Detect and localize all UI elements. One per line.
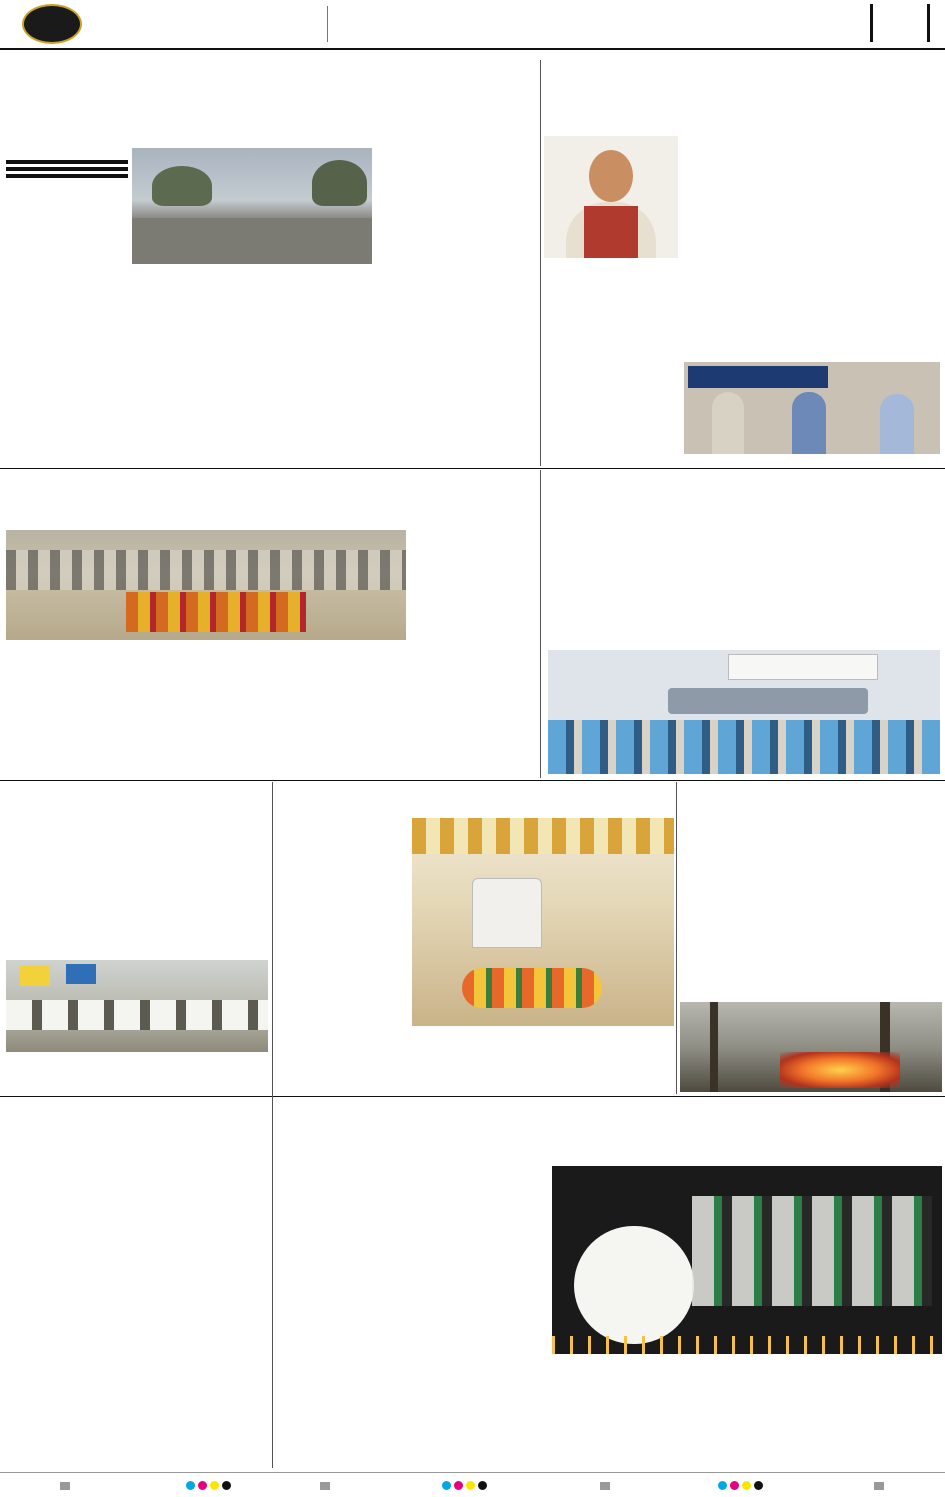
story6-byline [6,822,136,834]
story3-photo-caption [6,642,406,654]
people-row-shape [692,1196,932,1306]
tree-shape [312,160,367,206]
story3-col-1 [6,656,130,776]
story1-col-2 [132,282,254,454]
story12-headline [420,1104,940,1152]
story1-bullet-3 [6,174,128,178]
reg-dot-cyan [186,1481,195,1490]
story2-col-2 [812,120,940,356]
reg-dot-cyan [442,1481,451,1490]
reg-dot-cyan [718,1481,727,1490]
reg-bar [320,1482,330,1490]
story3-headline [6,476,406,524]
story8-byline [680,826,808,838]
story10-col-2 [412,1100,538,1466]
story2-photo-meeting [684,362,940,454]
story5-col-3 [812,520,940,642]
office-banner [688,366,828,388]
section-title [650,6,860,40]
registration-marks [0,1476,945,1496]
candles-shape [552,1336,942,1354]
shrine-shape [472,878,542,948]
story7-col-2 [412,1030,674,1090]
column-rule [676,782,677,1094]
column-rule [540,60,541,466]
person-shape [792,392,826,454]
story10-byline [280,1142,408,1154]
story5-photo-meeting-hall [548,650,940,774]
person-shape [880,394,914,454]
story9-col-2 [140,1092,268,1266]
story4-col-1 [412,552,538,776]
newspaper-logo [22,4,82,44]
reg-dot-yellow [466,1481,475,1490]
story11-byline [6,1308,136,1320]
story8-photo-forest-fire [680,1002,942,1092]
masthead-rule [0,48,945,50]
reg-dot-magenta [730,1481,739,1490]
story10-headline [274,1096,408,1142]
reg-bar [600,1482,610,1490]
story1-bullet-1 [6,160,128,164]
story6-photo-protest [6,960,268,1052]
reg-bar [60,1482,70,1490]
story2-col-0 [544,274,678,464]
ticker-text [334,6,634,44]
story1-col-1 [6,322,128,454]
story5-col-2 [680,520,808,642]
story5-headline [544,476,940,514]
story12-photo-earth-hour [552,1166,942,1354]
flag-shape [66,964,96,984]
story8-headline [680,786,942,822]
story3-col-2 [136,656,270,776]
story6-col-1 [6,836,136,958]
ticker-label [262,6,328,42]
page-number [870,4,930,42]
flag-shape [20,966,50,986]
story5-byline [544,518,676,530]
story7-photo-temple [412,818,674,1026]
story1-bullets [6,160,128,300]
group-row-front [126,592,306,632]
story11-col-1 [6,1322,136,1466]
story1-byline [6,296,128,320]
section-rule-2 [0,780,945,781]
person-shape [712,392,744,454]
table-shape [668,688,868,714]
story2-photo-caption [544,260,678,272]
tree-shape [152,166,212,206]
story1-col-4 [376,148,534,454]
story9-col-1 [6,1106,136,1266]
story12-photo-caption [552,1356,942,1368]
column-rule [540,470,541,778]
fire-shape [780,1052,900,1088]
story3-photo-group [6,530,406,640]
placards-shape [6,1000,268,1030]
story12-col-2 [548,1370,742,1466]
story8-col-1 [680,840,940,1000]
heart-shape [574,1226,694,1344]
reg-dot-magenta [454,1481,463,1490]
offerings-shape [462,968,602,1008]
footer-rule [0,1472,945,1473]
story2-col-1 [684,120,808,356]
story6-col-2 [140,822,268,958]
story2-photo-portrait [544,136,678,258]
story4-byline [412,538,538,550]
group-row-back [6,550,406,590]
tent-shape [412,818,674,854]
masthead [0,0,945,48]
story7-col-1 [280,840,408,1090]
story3-col-3 [276,656,406,776]
story9-headline [6,1052,268,1088]
story4-headline [412,476,538,534]
tree-trunk-shape [710,1002,718,1092]
column-rule [272,782,273,1468]
portrait-shawl [584,206,638,258]
story1-photo-road-market [132,148,372,264]
section-rule-1 [0,468,945,469]
story1-bullet-2 [6,167,128,171]
reg-bar [874,1482,884,1490]
story1-col-3 [258,282,372,454]
screen-shape [728,654,878,680]
road-shape [132,218,372,264]
story10-col-1 [280,1156,408,1466]
reg-dot-black [222,1481,231,1490]
story2-headline [684,74,940,114]
reg-dot-black [478,1481,487,1490]
reg-dot-yellow [210,1481,219,1490]
story11-col-2 [140,1308,268,1466]
story1-photo-caption [132,266,372,278]
story7-byline [280,826,408,838]
story12-col-3 [746,1370,940,1466]
story1-headline [6,92,536,142]
date-line [108,8,256,42]
story9-byline [6,1092,136,1104]
reg-dot-yellow [742,1481,751,1490]
story5-col-1 [544,532,676,642]
story11-headline [6,1270,268,1304]
reg-dot-magenta [198,1481,207,1490]
story6-headline [6,786,268,822]
audience-shape [548,720,940,774]
story2-kicker [544,74,678,132]
portrait-head [589,150,633,202]
reg-dot-black [754,1481,763,1490]
